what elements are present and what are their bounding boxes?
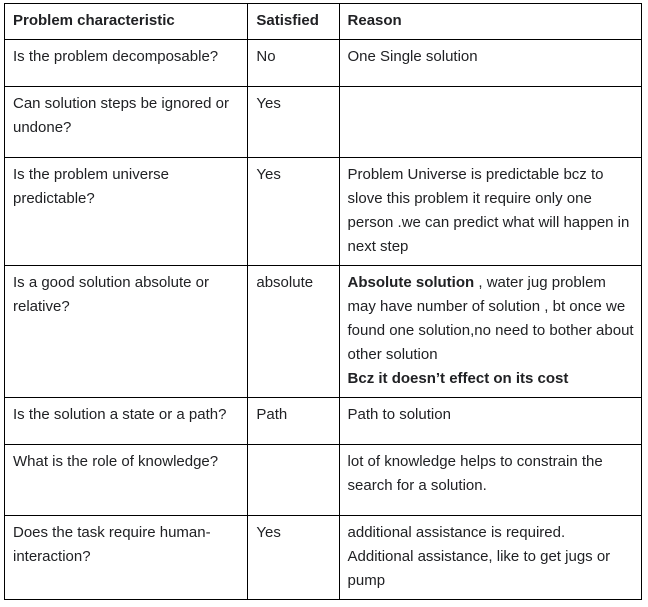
cell-satisfied: Yes xyxy=(248,158,339,266)
cell-reason: Path to solution xyxy=(339,398,641,445)
header-row xyxy=(5,4,642,40)
problem-characteristics-table xyxy=(4,3,642,600)
table-row xyxy=(5,87,642,158)
cell-reason: One Single solution xyxy=(339,40,641,87)
cell-characteristic: Does the task require human-interaction? xyxy=(5,516,248,600)
cell-characteristic: Is the problem universe predictable? xyxy=(5,158,248,266)
table-row xyxy=(5,398,642,445)
cell-reason xyxy=(339,87,641,158)
cell-satisfied xyxy=(248,445,339,516)
table-row xyxy=(5,516,642,600)
cell-satisfied: No xyxy=(248,40,339,87)
cell-satisfied: Path xyxy=(248,398,339,445)
reason-text: , water jug problem may have number of solution , bt once we found one solution,no need to bother about other solution xyxy=(347,274,634,363)
header-satisfied: Satisfied xyxy=(248,4,339,40)
cell-satisfied: absolute xyxy=(248,266,339,398)
header-reason: Reason xyxy=(339,4,641,40)
reason-bold-lead: Absolute solution xyxy=(347,274,475,291)
cell-characteristic: Is a good solution absolute or relative? xyxy=(5,266,248,398)
table-row xyxy=(5,158,642,266)
cell-reason: additional assistance is required. Additional assistance, like to get jugs or pump xyxy=(339,516,641,600)
table-row xyxy=(5,40,642,87)
table-row xyxy=(5,266,642,398)
cell-satisfied: Yes xyxy=(248,87,339,158)
cell-characteristic: Is the solution a state or a path? xyxy=(5,398,248,445)
cell-reason: Problem Universe is predictable bcz to slove this problem it require only one person .we can predict what will happen in next step xyxy=(339,158,641,266)
table-row xyxy=(5,445,642,516)
cell-characteristic: What is the role of knowledge? xyxy=(5,445,248,516)
cell-reason xyxy=(339,266,641,398)
cell-reason: lot of knowledge helps to constrain the search for a solution. xyxy=(339,445,641,516)
cell-satisfied: Yes xyxy=(248,516,339,600)
reason-bold-tail: Bcz it doesn’t effect on its cost xyxy=(347,370,569,387)
header-characteristic: Problem characteristic xyxy=(5,4,248,40)
cell-characteristic: Is the problem decomposable? xyxy=(5,40,248,87)
cell-characteristic: Can solution steps be ignored or undone? xyxy=(5,87,248,158)
